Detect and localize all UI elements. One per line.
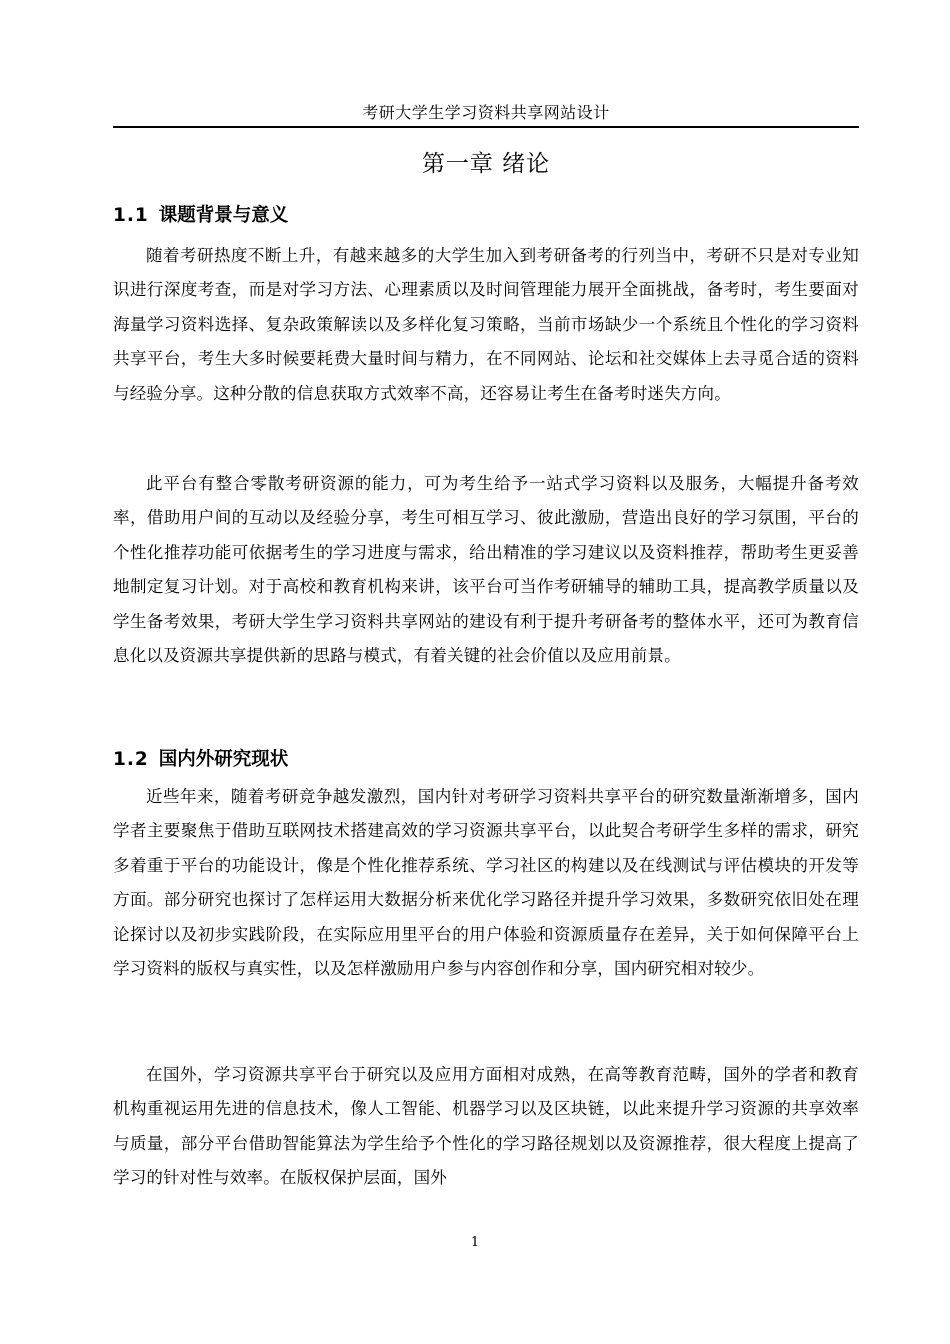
paragraph: 此平台有整合零散考研资源的能力，可为考生给予一站式学习资料以及服务，大幅提升备考效率，借助用户间的互动以及经验分享，考生可相互学习、彼此激励，营造出良好的学习氛围，平台的个性化推荐功能可依据考生的学习进度与需求，给出精准的学习建议以及资料推荐，帮助考生更妥善地制定复习计划。对于高校和教育机构来讲，该平台可当作考研辅导的辅助工具，提高教学质量以及学生备考效果，考研大学生学习资料共享网站的建设有利于提升考研备考的整体水平，还可为教育信息化以及资源共享提供新的思路与模式，有着关键的社会价值以及应用前景。 <box>113 474 859 666</box>
section-title: 国内外研究现状 <box>158 749 289 770</box>
section-heading-1-2 <box>113 746 859 774</box>
page-number: 1 <box>470 1235 480 1250</box>
header-divider <box>113 126 859 128</box>
section-title: 课题背景与意义 <box>158 205 289 226</box>
running-header: 考研大学生学习资料共享网站设计 <box>362 103 610 122</box>
paragraph: 近些年来，随着考研竞争越发激烈，国内针对考研学习资料共享平台的研究数量渐渐增多，国内学者主要聚焦于借助互联网技术搭建高效的学习资源共享平台，以此契合考研学生多样的需求，研究多着重于平台的功能设计，像是个性化推荐系统、学习社区的构建以及在线测试与评估模块的开发等方面。部分研究也探讨了怎样运用大数据分析来优化学习路径并提升学习效果，多数研究依旧处在理论探讨以及初步实践阶段，在实际应用里平台的用户体验和资源质量存在差异，关于如何保障平台上学习资料的版权与真实性，以及怎样激励用户参与内容创作和分享，国内研究相对较少。 <box>113 787 859 979</box>
section-number: 1.2 <box>113 749 149 770</box>
paragraph: 随着考研热度不断上升，有越来越多的大学生加入到考研备考的行列当中，考研不只是对专业知识进行深度考查，而是对学习方法、心理素质以及时间管理能力展开全面挑战，备考时，考生要面对海量学习资料选择、复杂政策解读以及多样化复习策略，当前市场缺少一个系统且个性化的学习资料共享平台，考生大多时候要耗费大量时间与精力，在不同网站、论坛和社交媒体上去寻觅合适的资料与经验分享。这种分散的信息获取方式效率不高，还容易让考生在备考时迷失方向。 <box>113 246 859 403</box>
paragraph: 在国外，学习资源共享平台于研究以及应用方面相对成熟，在高等教育范畴，国外的学者和教育机构重视运用先进的信息技术，像人工智能、机器学习以及区块链，以此来提升学习资源的共享效率与质量，部分平台借助智能算法为学生给予个性化的学习路径规划以及资源推荐，很大程度上提高了学习的针对性与效率。在版权保护层面，国外 <box>113 1065 859 1188</box>
section-heading-1-1 <box>113 202 859 230</box>
chapter-title: 第一章 绪论 <box>421 151 551 177</box>
section-number: 1.1 <box>113 205 149 226</box>
